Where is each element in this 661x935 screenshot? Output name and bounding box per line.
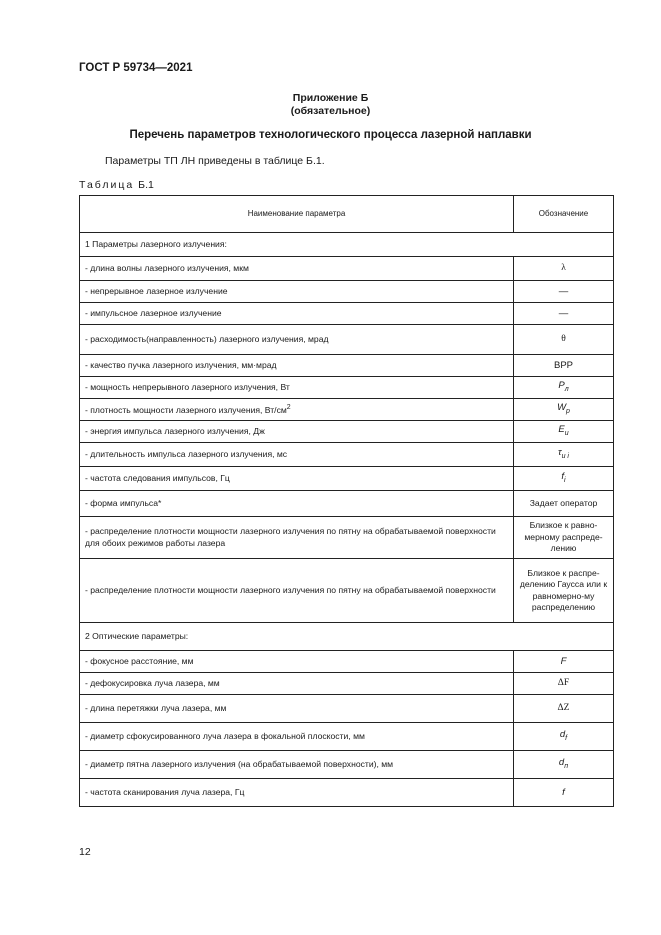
param-name bbox=[80, 281, 514, 303]
param-name bbox=[80, 257, 514, 281]
param-name-text: - распределение плотности мощности лазерного излучения по пятну на обрабатываемой поверхности для обоих режимов работы лазера bbox=[85, 526, 496, 548]
param-symbol bbox=[514, 443, 614, 467]
param-symbol bbox=[514, 257, 614, 281]
table-caption-word: Таблица bbox=[79, 179, 135, 191]
table-caption-number: Б.1 bbox=[138, 179, 154, 191]
param-name bbox=[80, 723, 514, 751]
param-name bbox=[80, 695, 514, 723]
param-symbol bbox=[514, 325, 614, 355]
param-name-text: - дефокусировка луча лазера, мм bbox=[85, 677, 220, 688]
symbol-text: ΔZ bbox=[557, 703, 570, 714]
table-row bbox=[80, 559, 614, 623]
symbol-subscript: f bbox=[565, 734, 568, 742]
param-symbol bbox=[514, 559, 614, 623]
symbol-text: θ bbox=[561, 334, 566, 345]
param-name bbox=[80, 517, 514, 559]
table-row bbox=[80, 377, 614, 399]
param-symbol bbox=[514, 377, 614, 399]
symbol-text: P bbox=[558, 379, 565, 391]
param-name-text: - импульсное лазерное излучение bbox=[85, 307, 222, 318]
table-row bbox=[80, 673, 614, 695]
param-name-text: - мощность непрерывного лазерного излучения, Вт bbox=[85, 381, 290, 392]
table-row bbox=[80, 723, 614, 751]
standard-number: ГОСТ Р 59734—2021 bbox=[79, 62, 193, 74]
param-name bbox=[80, 355, 514, 377]
symbol-subscript: и i bbox=[561, 452, 569, 460]
symbol-text: λ bbox=[561, 263, 566, 274]
param-name-text: - диаметр пятна лазерного излучения (на обрабатываемой поверхности), мм bbox=[85, 758, 394, 769]
symbol-subscript: л bbox=[564, 385, 569, 393]
param-name bbox=[80, 421, 514, 443]
param-name-text: - форма импульса* bbox=[85, 497, 162, 508]
symbol-text: f bbox=[561, 470, 565, 482]
table-row bbox=[80, 303, 614, 325]
symbol-text: Близкое к распре-делению Гаусса или к равномерно-му распределению bbox=[519, 567, 608, 612]
param-name bbox=[80, 751, 514, 779]
symbol-text: E bbox=[558, 423, 565, 435]
symbol-text: — bbox=[558, 285, 569, 297]
param-name-text: - расходимость(направленность) лазерного излучения, мрад bbox=[85, 333, 329, 344]
symbol-subscript: п bbox=[564, 762, 569, 770]
param-name-text: - энергия импульса лазерного излучения, Дж bbox=[85, 425, 265, 436]
table-row bbox=[80, 751, 614, 779]
table-row bbox=[80, 421, 614, 443]
symbol-text: BPP bbox=[553, 359, 573, 371]
symbol-text: τ bbox=[558, 446, 562, 458]
table-row bbox=[80, 399, 614, 421]
param-name-text: - длина перетяжки луча лазера, мм bbox=[85, 702, 227, 713]
param-symbol bbox=[514, 779, 614, 807]
param-symbol bbox=[514, 651, 614, 673]
table-row bbox=[80, 491, 614, 517]
appendix-subtitle: (обязательное) bbox=[290, 105, 371, 117]
param-symbol bbox=[514, 751, 614, 779]
appendix-title: Приложение Б bbox=[292, 92, 369, 104]
header-symbol: Обозначение bbox=[514, 196, 614, 233]
param-symbol bbox=[514, 303, 614, 325]
param-name-text: - распределение плотности мощности лазерного излучения по пятну на обрабатываемой поверхности bbox=[85, 584, 496, 595]
param-name bbox=[80, 399, 514, 421]
page-number: 12 bbox=[79, 846, 91, 858]
param-symbol bbox=[514, 467, 614, 491]
table-row bbox=[80, 695, 614, 723]
param-symbol bbox=[514, 355, 614, 377]
list-title: Перечень параметров технологического процесса лазерной наплавки bbox=[129, 129, 532, 141]
param-symbol bbox=[514, 281, 614, 303]
table-caption bbox=[79, 179, 154, 191]
symbol-text: F bbox=[560, 655, 567, 667]
symbol-text: Близкое к равно-мерному распреде-лению bbox=[524, 520, 603, 554]
section-header: 1 Параметры лазерного излучения: bbox=[80, 233, 614, 257]
param-symbol bbox=[514, 723, 614, 751]
section-header: 2 Оптические параметры: bbox=[80, 623, 614, 651]
symbol-text: ΔF bbox=[557, 678, 570, 689]
param-name bbox=[80, 443, 514, 467]
param-symbol bbox=[514, 421, 614, 443]
param-name-text: - частота следования импульсов, Гц bbox=[85, 472, 230, 483]
param-name bbox=[80, 377, 514, 399]
param-name-text: - длительность импульса лазерного излучения, мс bbox=[85, 448, 288, 459]
table-row bbox=[80, 467, 614, 491]
param-symbol bbox=[514, 491, 614, 517]
table-row bbox=[80, 281, 614, 303]
symbol-text: W bbox=[557, 401, 567, 413]
param-name-text: - диаметр сфокусированного луча лазера в фокальной плоскости, мм bbox=[85, 730, 365, 741]
table-row bbox=[80, 651, 614, 673]
param-symbol bbox=[514, 399, 614, 421]
param-name-text: - непрерывное лазерное излучение bbox=[85, 285, 228, 296]
param-name bbox=[80, 779, 514, 807]
table-row bbox=[80, 355, 614, 377]
symbol-subscript: p bbox=[566, 407, 570, 415]
table-row bbox=[80, 517, 614, 559]
param-symbol bbox=[514, 673, 614, 695]
param-name-text: - фокусное расстояние, мм bbox=[85, 655, 194, 666]
param-name bbox=[80, 491, 514, 517]
intro-text: Параметры ТП ЛН приведены в таблице Б.1. bbox=[105, 155, 325, 167]
header-param: Наименование параметра bbox=[80, 196, 514, 233]
table-row bbox=[80, 779, 614, 807]
param-name-text: - плотность мощности лазерного излучения, Вт/см bbox=[85, 405, 287, 416]
param-name bbox=[80, 651, 514, 673]
unit-superscript: 2 bbox=[286, 404, 291, 412]
symbol-text: f bbox=[562, 786, 565, 798]
param-name-text: - частота сканирования луча лазера, Гц bbox=[85, 786, 245, 797]
param-name bbox=[80, 467, 514, 491]
symbol-text: d bbox=[558, 756, 565, 768]
param-name bbox=[80, 673, 514, 695]
symbol-subscript: i bbox=[564, 476, 566, 484]
symbol-text: d bbox=[559, 728, 566, 740]
symbol-subscript: и bbox=[564, 429, 569, 437]
table-row bbox=[80, 443, 614, 467]
param-name bbox=[80, 303, 514, 325]
param-symbol bbox=[514, 695, 614, 723]
param-name bbox=[80, 325, 514, 355]
parameters-table bbox=[79, 195, 614, 807]
symbol-text: — bbox=[558, 307, 569, 319]
table-row bbox=[80, 257, 614, 281]
param-name bbox=[80, 559, 514, 623]
param-symbol bbox=[514, 517, 614, 559]
table-row bbox=[80, 325, 614, 355]
param-name-text: - качество пучка лазерного излучения, мм·мрад bbox=[85, 359, 277, 370]
param-name-text: - длина волны лазерного излучения, мкм bbox=[85, 262, 249, 273]
symbol-text: Задает оператор bbox=[529, 497, 598, 508]
